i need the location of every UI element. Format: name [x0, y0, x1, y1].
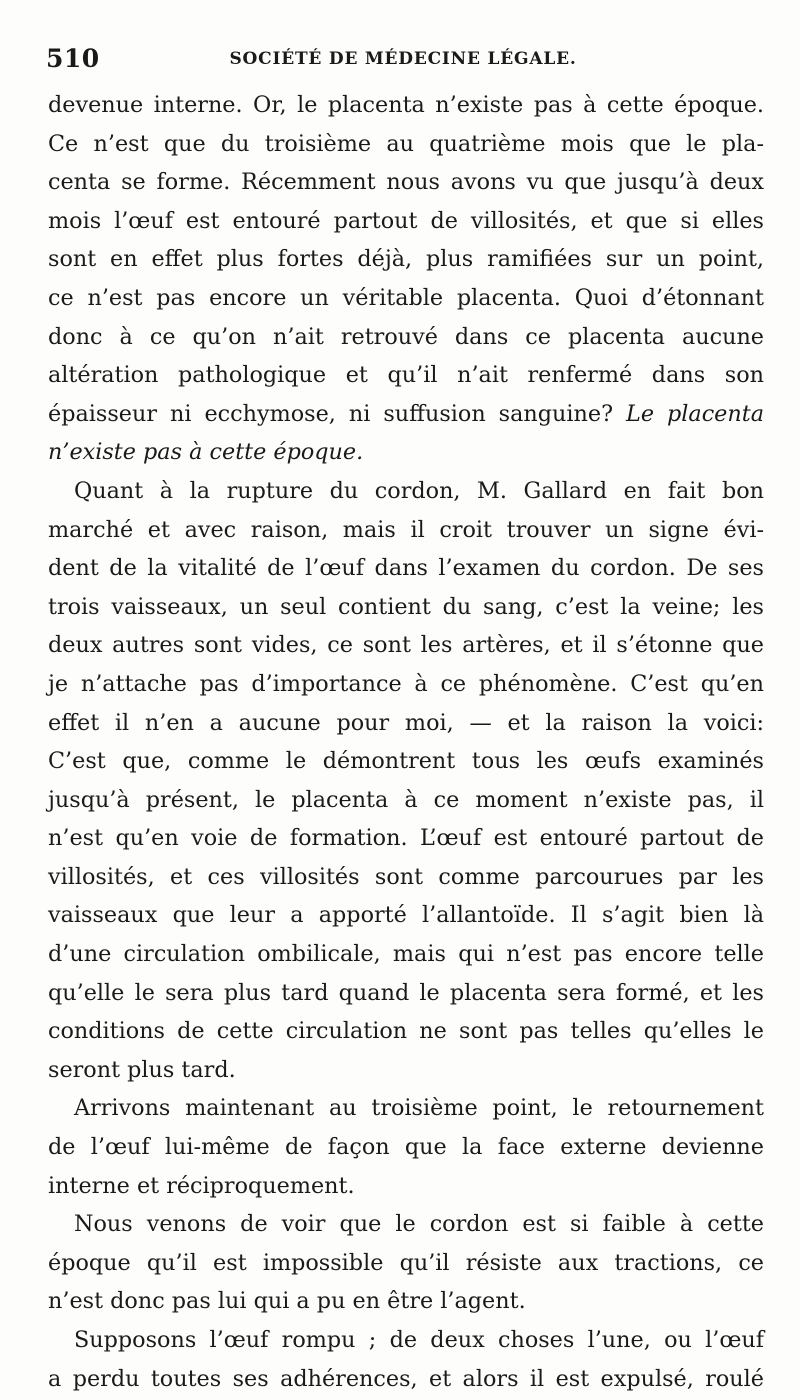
text-line — [48, 318, 764, 357]
text-line-content: villosités, et ces villosités sont comme parcourues par les — [48, 863, 764, 890]
text-line-content: deux autres sont vides, ce sont les artères, et il s’étonne que — [48, 632, 764, 659]
text-line — [48, 86, 764, 125]
text-line-content: dent de la vitalité de l’œuf dans l’examen du cordon. De ses — [48, 555, 764, 582]
text-line-content: époque qu’il est impossible qu’il résiste aux tractions, ce — [48, 1249, 764, 1276]
text-line — [48, 1360, 764, 1399]
page-header — [46, 44, 760, 78]
italic-text: Le placenta — [626, 400, 764, 427]
text-line-content: effet il n’en a aucune pour moi, — et la raison la voici: — [48, 709, 764, 736]
text-line — [48, 395, 764, 434]
text-line-content: conditions de cette circulation ne sont pas telles qu’elles le — [48, 1018, 764, 1045]
text-line-content: n’est donc pas lui qui a pu en être l’agent. — [48, 1288, 526, 1315]
text-line-content: altération pathologique et qu’il n’ait renfermé dans son — [48, 362, 764, 389]
body-text — [48, 86, 764, 1398]
text-line-content: devenue interne. Or, le placenta n’existe pas à cette époque. — [48, 92, 764, 118]
text-line — [48, 742, 764, 781]
text-line-content: d’une circulation ombilicale, mais qui n’est pas encore telle — [48, 941, 764, 968]
text-line-content: Ce n’est que du troisième au quatrième mois que le pla- — [48, 130, 764, 157]
text-line — [48, 202, 764, 241]
text-line — [48, 1089, 764, 1128]
text-line — [48, 935, 764, 974]
text-line — [48, 1321, 764, 1360]
text-line — [48, 588, 764, 627]
text-line — [48, 1051, 764, 1090]
text-line — [48, 1128, 764, 1167]
text-line — [48, 549, 764, 588]
text-line-content: je n’attache pas d’importance à ce phénomène. C’est qu’en — [48, 670, 764, 697]
text-line-content: C’est que, comme le démontrent tous les œufs examinés — [48, 748, 764, 775]
text-line-content: marché et avec raison, mais il croit trouver un signe évi- — [48, 516, 764, 543]
text-line — [48, 858, 764, 897]
text-line — [48, 781, 764, 820]
text-line — [48, 472, 764, 511]
text-line-content: seront plus tard. — [48, 1056, 236, 1083]
text-line-content: de l’œuf lui-même de façon que la face externe devienne — [48, 1134, 764, 1161]
text-line — [48, 1282, 764, 1321]
text-line — [48, 819, 764, 858]
text-line — [48, 125, 764, 164]
text-line — [48, 1244, 764, 1283]
text-line — [48, 356, 764, 395]
text-line — [48, 665, 764, 704]
text-line-content: jusqu’à présent, le placenta à ce moment n’existe pas, il — [48, 786, 764, 813]
running-title: SOCIÉTÉ DE MÉDECINE LÉGALE. — [229, 49, 577, 69]
text-line-content: Arrivons maintenant au troisième point, le retournement — [74, 1095, 764, 1122]
text-line-content: n’est qu’en voie de formation. L’œuf est entouré partout de — [48, 825, 764, 852]
text-line — [48, 974, 764, 1013]
text-line — [48, 1012, 764, 1051]
text-line — [48, 896, 764, 935]
text-line-content: trois vaisseaux, un seul contient du sang, c’est la veine; les — [48, 593, 764, 620]
text-line-content: ce n’est pas encore un véritable placenta. Quoi d’étonnant — [48, 284, 764, 311]
text-line-content: épaisseur ni ecchymose, ni suffusion sanguine? — [48, 400, 614, 427]
text-line — [48, 626, 764, 665]
text-line-content: Supposons l’œuf rompu ; de deux choses l’une, ou l’œuf — [74, 1327, 764, 1353]
italic-text: n’existe pas à cette époque. — [48, 439, 364, 466]
text-line-content: Nous venons de voir que le cordon est si faible à cette — [74, 1211, 764, 1238]
text-line — [48, 279, 764, 318]
text-line — [48, 433, 764, 472]
text-line — [48, 704, 764, 743]
text-line-content: mois l’œuf est entouré partout de villosités, et que si elles — [48, 207, 764, 234]
text-line-content: sont en effet plus fortes déjà, plus ramifiées sur un point, — [48, 246, 764, 273]
text-line-content: Quant à la rupture du cordon, M. Gallard en fait bon — [74, 477, 764, 504]
text-line-content: qu’elle le sera plus tard quand le placenta sera formé, et les — [48, 979, 764, 1006]
text-line-content: centa se forme. Récemment nous avons vu que jusqu’à deux — [48, 169, 764, 196]
text-line-content: donc à ce qu’on n’ait retrouvé dans ce placenta aucune — [48, 323, 764, 350]
text-line — [48, 1167, 764, 1206]
page-number: 510 — [46, 44, 100, 73]
text-line-content: vaisseaux que leur a apporté l’allantoïde. Il s’agit bien là — [48, 902, 764, 929]
text-line-content: interne et réciproquement. — [48, 1172, 355, 1199]
text-line — [48, 511, 764, 550]
text-line — [48, 163, 764, 202]
text-line — [48, 1205, 764, 1244]
text-line — [48, 240, 764, 279]
text-line-content: a perdu toutes ses adhérences, et alors il est expulsé, roulé — [48, 1365, 764, 1392]
